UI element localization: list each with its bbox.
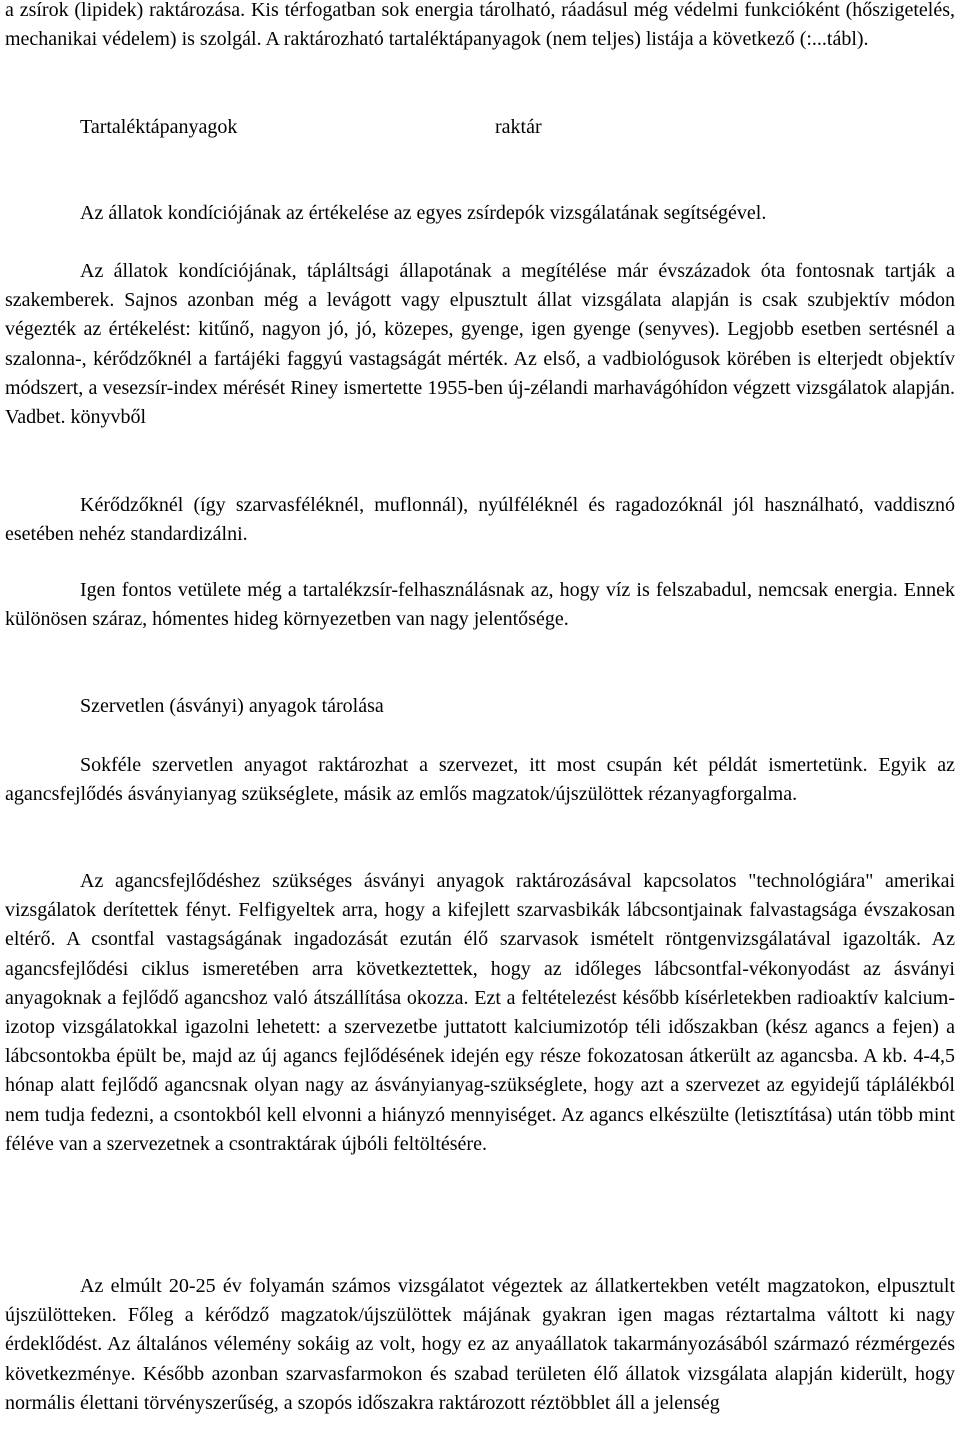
reserve-nutrients-table-header [80,113,780,143]
heading-minerals-storage: Szervetlen (ásványi) anyagok tárolása [80,695,384,717]
paragraph-minerals: Sokféle szervetlen anyagot raktározhat a szervezet, itt most csupán két példát ismertetünk. Egyik az agancsfejlődés ásványianyag szükséglete, másik az emlős magzatok/újszülöttek rézanyagforgalma. [5,754,955,806]
paragraph-water-release: Igen fontos vetülete még a tartalékzsír-felhasználásnak az, hogy víz is felszabadul, nemcsak energia. Ennek különösen száraz, hómentes hideg környezetben van nagy jelentősége. [5,579,955,631]
table-col-storage: raktár [495,116,542,138]
paragraph-condition-assessment: Az állatok kondíciójának, tápláltsági állapotának a megítélése már évszázadok óta fontosnak tartják a szakemberek. Sajnos azonban még a levágott vagy elpusztult állat vizsgálata alapján is csak szubjektív módon végezték az értékelést: kitűnő, nagyon jó, jó, közepes, gyenge, igen gyenge (senyves). Legjobb esetben sertésnél a szalonna-, kérődzőknél a fartájéki faggyú vastagságát mérték. Az első, a vadbiológusok körében is elterjedt objektív módszert, a vesezsír-index mérését Riney ismertette 1955-ben új-zélandi marhavágóhídon végzett vizsgálatok alapján. Vadbet. könyvből [5,260,955,429]
intro-paragraph: a zsírok (lipidek) raktározása. Kis térfogatban sok energia tárolható, ráadásul még védelmi funkcióként (hőszigetelés, mechanikai védelem) is szolgál. A raktározható tartaléktápanyagok (nem teljes) listája a következő (:...tábl). [5,0,955,51]
paragraph-antler-development: Az agancsfejlődéshez szükséges ásványi anyagok raktározásával kapcsolatos "technológiára" amerikai vizsgálatok derítettek fényt. Felfigyeltek arra, hogy a kifejlett szarvasbikák lábcsontjainak falvastagsága évszakosan eltérő. A csontfal vastagságának ingadozását ezután élő szarvasok ismételt röntgenvizsgálatával igazolták. Az agancsfejlődési ciklus ismeretében arra következtettek, hogy az időleges lábcsontfal-vékonyodást az ásványi anyagoknak a fejlődő agancshoz való átszállítása okozza. Ezt a feltételezést később kísérletekben radioaktív kalcium-izotop vizsgálatokkal igazolni lehetett: a szervezetbe juttatott kalciumizotóp téli időszakban (kész agancs a fejen) a lábcsontokba épült be, majd az új agancs fejlődésének idején egy része fokozatosan átkerült az agancsba. A kb. 4-4,5 hónap alatt fejlődő agancsnak olyan nagy az ásványianyag-szükséglete, hogy azt a szervezet az egyidejű táplálékból nem tudja fedezni, a csontokból kell elvonni a hiányzó mennyiséget. Az agancs elkészülte (letisztítása) után több mint féléve van a szervezetnek a csontraktárak újbóli feltöltésére. [5,870,955,1155]
table-col-nutrients: Tartaléktápanyagok [80,116,238,138]
paragraph-ruminants: Kérődzőknél (így szarvasféléknél, muflonnál), nyúlféléknél és ragadozóknál jól használható, vaddisznó esetében nehéz standardizálni. [5,494,955,546]
paragraph-copper-metabolism: Az elmúlt 20-25 év folyamán számos vizsgálatot végeztek az állatkertekben vetélt magzatokon, elpusztult újszülötteken. Főleg a kérődző magzatok/újszülöttek májának gyakran igen magas réztartalma váltott ki nagy érdeklődést. Az általános vélemény sokáig az volt, hogy ez az anyaállatok takarmányozásából származó rézmérgezés következménye. Később azonban szarvasfarmokon és szabad területen élő állatok vizsgálata alapján kiderült, hogy normális élettani törvényszerűség, a szopós időszakra raktározott réztöbblet áll a jelenség [5,1275,955,1414]
heading-condition-assessment: Az állatok kondíciójának az értékelése az egyes zsírdepók vizsgálatának segítségével. [80,202,767,224]
